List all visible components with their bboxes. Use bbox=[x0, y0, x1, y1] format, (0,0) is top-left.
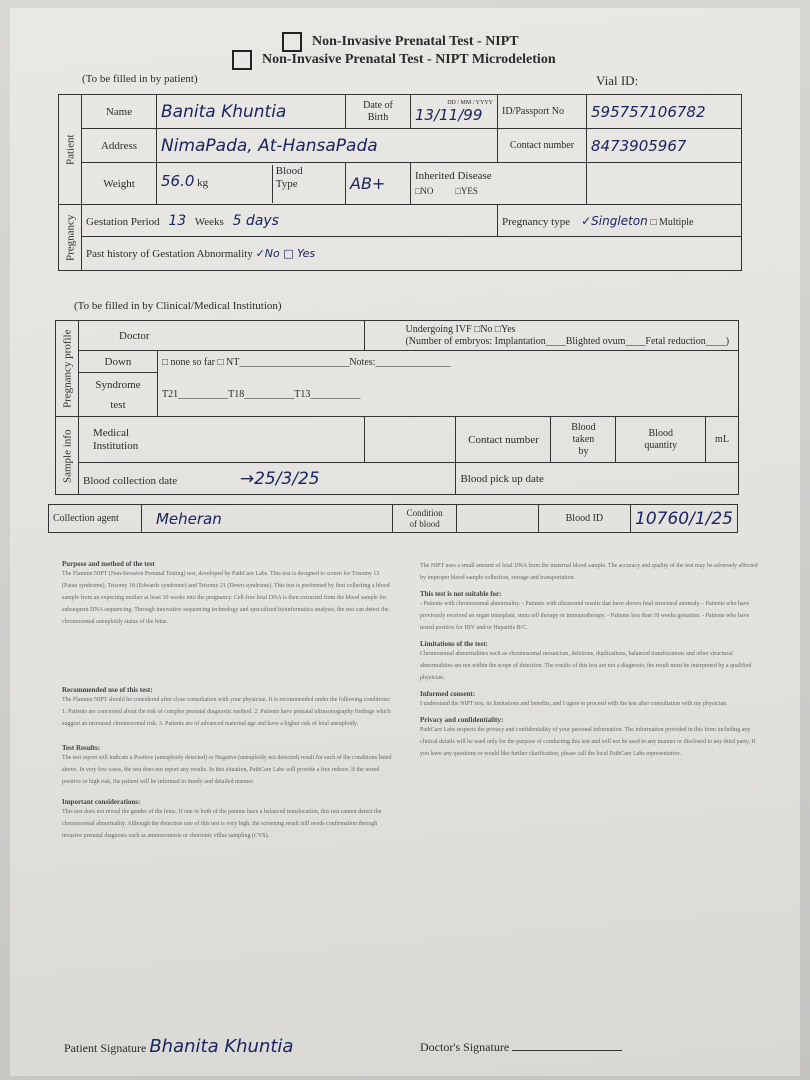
gestation-days-value: 5 days bbox=[232, 212, 279, 229]
fine-print-right bbox=[420, 560, 760, 760]
dob-cell[interactable]: DD / MM / YYYY 13/11/99 bbox=[411, 95, 498, 129]
dob-label: Date of Birth bbox=[346, 95, 411, 129]
blood-id-value[interactable]: 10760/1/25 bbox=[631, 505, 738, 533]
nipt-microdeletion-row bbox=[232, 50, 556, 70]
weight-label: Weight bbox=[82, 163, 157, 205]
clinical-section-note: (To be filled in by Clinical/Medical Institution) bbox=[74, 300, 282, 312]
doctor-label: Doctor bbox=[79, 321, 365, 351]
address-value[interactable]: NimaPada, At-HansaPada bbox=[157, 129, 498, 163]
contact-label: Contact number bbox=[498, 129, 587, 163]
clinical-table bbox=[55, 320, 739, 495]
patient-table bbox=[58, 94, 742, 271]
test-results-text: The test report will indicate a Positive (aneuploidy detected) or Negative (aneuploidy not detected) result for each of the conditions listed above. In very few cases, the test does not report any results. In this situation, PathCare Labs will provide a free redraw. If the tested positive or high risk, the patient will be informed in timely and detailed manner. bbox=[62, 755, 392, 785]
medical-institution-value[interactable] bbox=[365, 417, 456, 463]
fine-print-left bbox=[62, 560, 392, 842]
inherited-yes-option[interactable]: □YES bbox=[455, 185, 478, 196]
privacy-heading: Privacy and confidentiality: bbox=[420, 716, 504, 724]
gestation-cell[interactable]: Gestation Period 13 Weeks 5 days bbox=[82, 205, 498, 237]
passport-value[interactable]: 595757106782 bbox=[587, 95, 742, 129]
past-history-cell[interactable]: Past history of Gestation Abnormality ✓No □ Yes bbox=[82, 237, 742, 271]
nipt-checkbox[interactable] bbox=[282, 32, 302, 52]
inherited-disease-cell: Inherited Disease □NO □YES bbox=[411, 163, 587, 205]
pregnancy-section-label: Pregnancy bbox=[59, 205, 82, 271]
pregnancy-type-cell[interactable]: Pregnancy type ✓Singleton □ Multiple bbox=[498, 205, 742, 237]
ml-unit: mL bbox=[706, 417, 739, 463]
down-syndrome-label-1: Down bbox=[79, 351, 158, 373]
blood-type-value[interactable]: AB+ bbox=[346, 163, 411, 205]
consent-text: I understand the NIPT test, its limitations and benefits, and I agree to proceed with the test after consultation with my physician. bbox=[420, 701, 728, 707]
blood-quantity-label: Blood quantity bbox=[616, 417, 706, 463]
passport-label: ID/Passport No bbox=[498, 95, 587, 129]
purpose-text: The Flamme NIPT (Non-Invasive Prenatal Testing) test, developed by PathCare Labs. This test is designed to screen for Trisomy 13 (Patau syndrome), Trisomy 18 (Edwards syndrome) and Trisomy 21 (Down syndrome). This test is performed by first collecting a blood sample from an expecting mother at least 10 weeks into the pregnancy. Cell-free fetal DNA is then extracted from the blood sample for subsequent DNA sequencing. Through innovative sequencing technology and specialized bioinformatics analysis, the test can detect the chromosomal aneuploidy status of the fetus. bbox=[62, 571, 390, 625]
condition-label: Condition of blood bbox=[393, 505, 457, 533]
patient-signature-row bbox=[64, 1036, 293, 1057]
privacy-text: PathCare Labs respects the privacy and confidentiality of your personal information. The information provided in this form including any clinical details will be used only for the purpose of conducting this test and will not be used in any manner or disclosed to any third party. If you have any questions or would like further clarification, please call the local PathCare Labs representative. bbox=[420, 727, 756, 757]
patient-signature-label: Patient Signature bbox=[64, 1041, 147, 1055]
condition-value[interactable] bbox=[457, 505, 539, 533]
nipt-title: Non-Invasive Prenatal Test - NIPT bbox=[312, 34, 519, 50]
contact-number-label: Contact number bbox=[456, 417, 551, 463]
down-syndrome-label-2: Syndrome test bbox=[79, 373, 158, 417]
doctor-signature-line[interactable] bbox=[512, 1050, 622, 1051]
medical-institution-label: Medical Institution bbox=[79, 417, 365, 463]
weight-value: 56.0 bbox=[161, 172, 195, 191]
recommended-heading: Recommended use of this test: bbox=[62, 686, 153, 694]
weight-cell[interactable]: 56.0 kg Blood Type bbox=[157, 163, 346, 205]
doctor-signature-row bbox=[420, 1040, 622, 1055]
limitations-text: Chromosomal abnormalities such as chromosomal mosaicism, deletions, duplications, balanced translocations and other structural abnormalities are not within the scope of detection. The results of this test are not a diagnosis; the result must be interpreted by a qualified physician. bbox=[420, 651, 752, 681]
multiple-option: □ Multiple bbox=[650, 216, 694, 228]
test-results-heading: Test Results: bbox=[62, 744, 101, 752]
blood-collection-cell[interactable]: Blood collection date →25/3/25 bbox=[79, 463, 456, 495]
blood-taken-label: Blood taken by bbox=[551, 417, 616, 463]
sample-info-label: Sample info bbox=[56, 417, 79, 495]
considerations-heading: Important considerations: bbox=[62, 798, 141, 806]
collection-agent-label: Collection agent bbox=[49, 505, 142, 533]
vial-id-label: Vial ID: bbox=[596, 73, 639, 88]
singleton-option: ✓Singleton bbox=[581, 213, 648, 228]
nipt-microdeletion-title: Non-Invasive Prenatal Test - NIPT Microdeletion bbox=[262, 52, 556, 68]
patient-signature-value[interactable]: Bhanita Khuntia bbox=[149, 1036, 294, 1057]
not-suitable-text: - Patients with chromosomal abnormality. - Patients with ultrasound results that have shown fetal structural anomaly. - Patients who have previously received an organ transplant, stem cell therapy or immunotherapy. - Patients less than 10 weeks gestation. - Patients who have tested positive for HIV and/or Hepatitis B/C. bbox=[420, 601, 750, 631]
name-value[interactable]: Banita Khuntia bbox=[157, 95, 346, 129]
gestation-weeks-value: 13 bbox=[168, 212, 187, 229]
nipt-microdeletion-checkbox[interactable] bbox=[232, 50, 252, 70]
patient-section-note: (To be filled in by patient) bbox=[82, 73, 198, 85]
collection-agent-table bbox=[48, 504, 738, 533]
pregnancy-profile-label: Pregnancy profile bbox=[56, 321, 79, 417]
nipt-note-text: The NIPT uses a small amount of fetal DNA from the maternal blood sample. The accuracy and quality of the test may be adversely affected by improper blood sample collection, storage and transportation. bbox=[420, 563, 758, 581]
recommended-text: The Flamme NIPT should be considered after close consultation with your physician. It is recommended under the following conditions: 1. Patients are concerned about the risk of complex prenatal diagnostic method. 2. Patients have prenatal ultrasonography findings which suggest an increased chromosomal risk. 3. Patients are of advanced maternal age and have a higher risk of fetal aneuploidy. bbox=[62, 697, 391, 727]
contact-value[interactable]: 8473905967 bbox=[587, 129, 742, 163]
considerations-text: This test does not reveal the gender of the fetus. If one or both of the parents have a balanced translocation, this test cannot detect the chromosomal abnormality. Although the detection rate of this test is very high, the screening result still needs confirmation through invasive prenatal diagnosis such as amniocentesis or chorionic villus sampling (CVS). bbox=[62, 809, 382, 839]
trisomy-cell[interactable]: T21__________T18__________T13__________ bbox=[158, 373, 739, 417]
not-suitable-heading: This test is not suitable for: bbox=[420, 590, 502, 598]
blood-id-label: Blood ID bbox=[538, 505, 630, 533]
limitations-heading: Limitations of the test: bbox=[420, 640, 488, 648]
ivf-cell[interactable]: Undergoing IVF □No □Yes (Number of embryos: Implantation____Blighted ovum____Fetal reduction____) bbox=[365, 321, 739, 351]
blank-cell bbox=[587, 163, 742, 205]
nipt-title-row bbox=[282, 32, 519, 52]
consent-heading: Informed consent: bbox=[420, 690, 476, 698]
inherited-no-option[interactable]: □NO bbox=[415, 185, 434, 196]
patient-section-label: Patient bbox=[59, 95, 82, 205]
blood-collection-date-value: →25/3/25 bbox=[239, 468, 320, 489]
doctor-signature-label: Doctor's Signature bbox=[420, 1040, 510, 1054]
history-answer: ✓No □ Yes bbox=[255, 247, 316, 260]
name-label: Name bbox=[82, 95, 157, 129]
down-options-cell[interactable]: □ none so far □ NT______________________Notes:_______________ bbox=[158, 351, 739, 373]
blood-pickup-cell[interactable]: Blood pick up date bbox=[456, 463, 739, 495]
address-label: Address bbox=[82, 129, 157, 163]
purpose-heading: Purpose and method of the test bbox=[62, 560, 155, 568]
collection-agent-value[interactable]: Meheran bbox=[141, 505, 392, 533]
